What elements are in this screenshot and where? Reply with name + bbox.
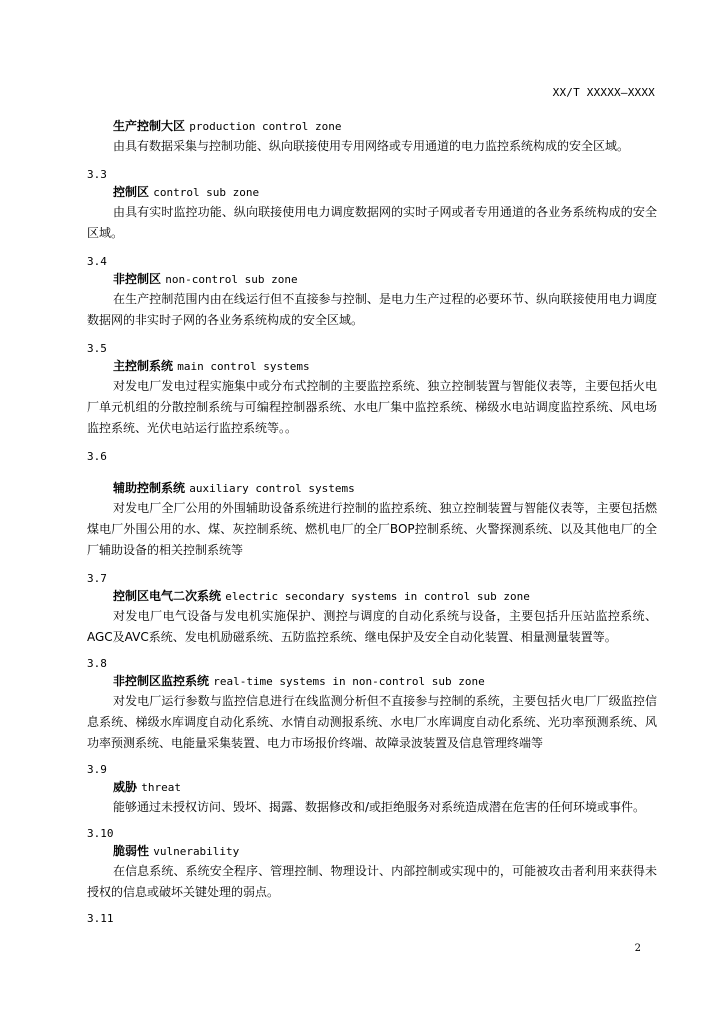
term-number: 3.8 (87, 657, 107, 670)
term-number: 3.6 (87, 450, 107, 463)
term-heading (113, 357, 657, 376)
term-heading (113, 183, 657, 202)
term-heading (113, 672, 657, 691)
term-definition: 由具有数据采集与控制功能、纵向联接使用专用网络或专用通道的电力监控系统构成的安全区域。 (113, 139, 630, 153)
term-name-cn: 生产控制大区 (113, 119, 186, 133)
term-name-en: vulnerability (153, 845, 240, 858)
term-entry (87, 117, 657, 157)
term-name-en: production control zone (189, 120, 342, 133)
term-name-en: control sub zone (153, 186, 260, 199)
term-number: 3.4 (87, 255, 107, 268)
term-entry (87, 449, 657, 561)
term-number: 3.3 (87, 168, 107, 181)
term-heading (113, 479, 657, 498)
term-heading (113, 842, 657, 861)
document-header: XX/T XXXXX—XXXX (552, 86, 655, 99)
term-entry (87, 167, 657, 244)
term-name-cn: 非控制区监控系统 (113, 674, 210, 688)
term-number: 3.11 (87, 912, 114, 925)
term-heading (113, 270, 657, 289)
term-number: 3.10 (87, 827, 114, 840)
term-name-cn: 辅助控制系统 (113, 481, 186, 495)
term-name-en: electric secondary systems in control sub zone (225, 590, 530, 603)
term-entry (87, 762, 657, 818)
term-name-en: non-control sub zone (165, 273, 298, 286)
term-definition: 由具有实时监控功能、纵向联接使用电力调度数据网的实时子网或者专用通道的各业务系统构成的安全区域。 (87, 205, 657, 240)
terms-section (87, 117, 657, 927)
term-number: 3.5 (87, 342, 107, 355)
term-name-en: real-time systems in non-control sub zone (213, 675, 485, 688)
term-name-cn: 非控制区 (113, 272, 162, 286)
term-definition: 对发电厂电气设备与发电机实施保护、测控与调度的自动化系统与设备，主要包括升压站监控系统、AGC及AVC系统、发电机励磁系统、五防监控系统、继电保护及安全自动化装置、相量测量装置等。 (87, 609, 657, 644)
term-name-cn: 控制区电气二次系统 (113, 589, 222, 603)
term-heading (113, 587, 657, 606)
page-number: 2 (634, 943, 641, 954)
term-heading (113, 778, 657, 797)
term-name-cn: 控制区 (113, 185, 150, 199)
term-definition: 能够通过未授权访问、毁坏、揭露、数据修改和/或拒绝服务对系统造成潜在危害的任何环境或事件。 (113, 800, 646, 814)
term-name-cn: 主控制系统 (113, 359, 174, 373)
term-name-en: auxiliary control systems (189, 482, 355, 495)
term-name-en: threat (141, 781, 181, 794)
term-heading (113, 117, 657, 136)
term-entry (87, 254, 657, 331)
term-definition: 在生产控制范围内由在线运行但不直接参与控制、是电力生产过程的必要环节、纵向联接使用电力调度数据网的非实时子网的各业务系统构成的安全区域。 (87, 292, 657, 327)
term-definition: 对发电厂运行参数与监控信息进行在线监测分析但不直接参与控制的系统，主要包括火电厂厂级监控信息系统、梯级水库调度自动化系统、水情自动测报系统、水电厂水库调度自动化系统、光功率预测系统、风功率预测系统、电能量采集装置、电力市场报价终端、故障录波装置及信息管理终端等 (87, 694, 657, 750)
term-definition: 在信息系统、系统安全程序、管理控制、物理设计、内部控制或实现中的，可能被攻击者利用来获得未授权的信息或破坏关键处理的弱点。 (87, 864, 657, 899)
term-name-cn: 威胁 (113, 780, 138, 794)
term-name-en: main control systems (177, 360, 310, 373)
term-entry (87, 911, 657, 927)
term-number: 3.7 (87, 572, 107, 585)
term-entry (87, 826, 657, 903)
term-entry (87, 341, 657, 439)
term-definition: 对发电厂全厂公用的外围辅助设备系统进行控制的监控系统、独立控制装置与智能仪表等，主要包括燃煤电厂外围公用的水、煤、灰控制系统、燃机电厂的全厂BOP控制系统、火警探测系统、以及其他电厂的全厂辅助设备的相关控制系统等 (87, 501, 657, 557)
term-entry (87, 571, 657, 648)
term-number: 3.9 (87, 763, 107, 776)
term-name-cn: 脆弱性 (113, 844, 150, 858)
term-entry (87, 656, 657, 754)
term-definition: 对发电厂发电过程实施集中或分布式控制的主要监控系统、独立控制装置与智能仪表等，主要包括火电厂单元机组的分散控制系统与可编程控制器系统、水电厂集中监控系统、梯级水电站调度监控系统、风电场监控系统、光伏电站运行监控系统等。。 (87, 379, 657, 435)
